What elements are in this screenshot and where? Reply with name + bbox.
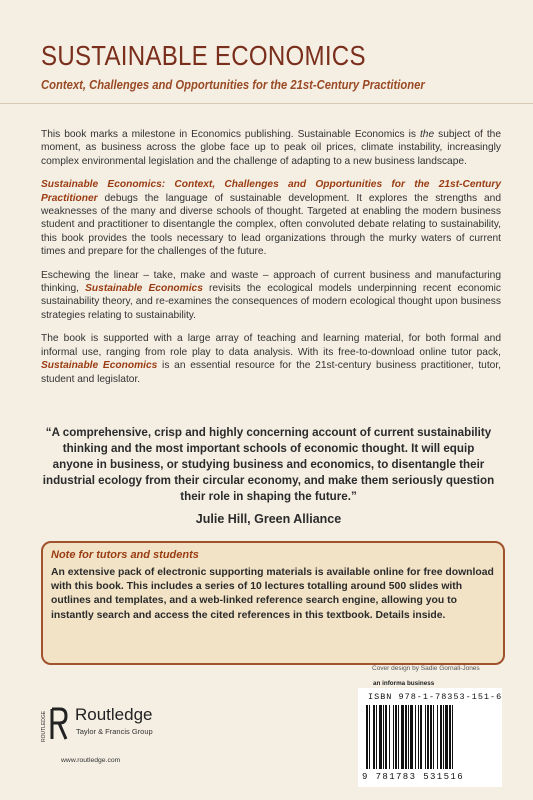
ean-digits: 9 781783 531516 (362, 772, 465, 782)
barcode-bar (389, 705, 390, 769)
blurb (41, 128, 501, 396)
barcode-bar (443, 705, 444, 769)
barcode-bar (445, 705, 448, 769)
quote-text: “A comprehensive, crisp and highly concerning account of current sustainability thinking and the most important schools of economic thought. It will equip anyone in business, or studying business and economics, to disentangle their industrial ecology from their circular economy, and make them seriously question their role in shaping the future.” (42, 426, 495, 503)
barcode-bar (398, 705, 399, 769)
blurb-paragraph-3: Eschewing the linear – take, make and waste – approach of current business and manufacturing thinking, Sustainable Economics revisits the ecological models underpinning recent economic sustainability theory, and re-examines the consequences of modern ecological thought upon business strategies relating to sustainability. (41, 269, 501, 321)
publisher-url: www.routledge.com (61, 757, 121, 764)
cover-design-credit: Cover design by Sadie Gornall-Jones (372, 665, 480, 672)
barcode-bar (385, 705, 387, 769)
barcode-bar (376, 705, 377, 769)
barcode-bar (395, 705, 397, 769)
blurb-paragraph-4: The book is supported with a large array of teaching and learning material, for both formal and informal use, ranging from role play to data analysis. With its free-to-download online tutor pack, Sustainable Economics is an essential resource for the 21st-century business practitioner, tutor, student and legislator. (41, 333, 501, 385)
header-divider (0, 103, 533, 104)
tutor-note-box (41, 541, 505, 665)
publisher-name: Routledge (75, 705, 153, 724)
routledge-side-text: ROUTLEDGE (41, 710, 47, 742)
barcode-bar (425, 705, 426, 769)
barcode-bar (449, 705, 451, 769)
barcode-bar (440, 705, 442, 769)
barcode-bar (427, 705, 429, 769)
barcode-bar (415, 705, 416, 769)
isbn-barcode (358, 688, 502, 787)
barcode-bar (452, 705, 453, 769)
barcode-bar (379, 705, 382, 769)
note-text: An extensive pack of electronic supporting materials is available online for free download with this book. This includes a series of 10 lectures totalling around 500 slides with outlines and templates, and a web-linked reference search engine, allowing you to instantly search and access the cited references in this textbook. Details inside. (51, 567, 494, 621)
informa-label: an informa business (373, 680, 435, 687)
barcode-bar (366, 705, 368, 769)
barcode-bar (433, 705, 434, 769)
note-title: Note for tutors and students (51, 549, 199, 561)
barcode-bar (420, 705, 422, 769)
quote-attribution: Julie Hill, Green Alliance (195, 512, 342, 526)
isbn-text: ISBN 978-1-78353-151-6 (368, 692, 503, 702)
barcode-bar (408, 705, 409, 769)
endorsement-quote (41, 425, 496, 527)
book-subtitle: Context, Challenges and Opportunities for the 21st-Century Practitioner (41, 78, 425, 92)
barcode-bar (437, 705, 438, 769)
barcode-bar (430, 705, 432, 769)
routledge-r-logo-icon (49, 706, 69, 742)
barcode-bars (364, 705, 496, 771)
barcode-bar (401, 705, 404, 769)
blurb-paragraph-2: Sustainable Economics: Context, Challenges and Opportunities for the 21st-Century Practitioner debugs the language of sustainable development. It explores the strengths and weaknesses of the many and diverse schools of thought. Targeted at enabling the modern business student and practitioner to disentangle the complex, often convoluted debate relating to sustainability, this book provides the tools necessary to lead organizations through the murky waters of current times and prepare for the challenges of the future. (41, 179, 501, 258)
barcode-bar (405, 705, 407, 769)
book-title: SUSTAINABLE ECONOMICS (41, 40, 366, 71)
barcode-graphic (364, 705, 496, 771)
barcode-bar (369, 705, 370, 769)
barcode-bar (418, 705, 419, 769)
barcode-bar (393, 705, 394, 769)
publisher-group: Taylor & Francis Group (76, 727, 153, 736)
barcode-bar (410, 705, 413, 769)
blurb-paragraph-1: This book marks a milestone in Economics publishing. Sustainable Economics is the subject of the moment, as business across the globe face up to peak oil prices, climate instability, increasingly complex environmental legislation and the challenge of adapting to a new business landscape. (41, 129, 501, 167)
barcode-bar (373, 705, 375, 769)
barcode-bar (383, 705, 384, 769)
